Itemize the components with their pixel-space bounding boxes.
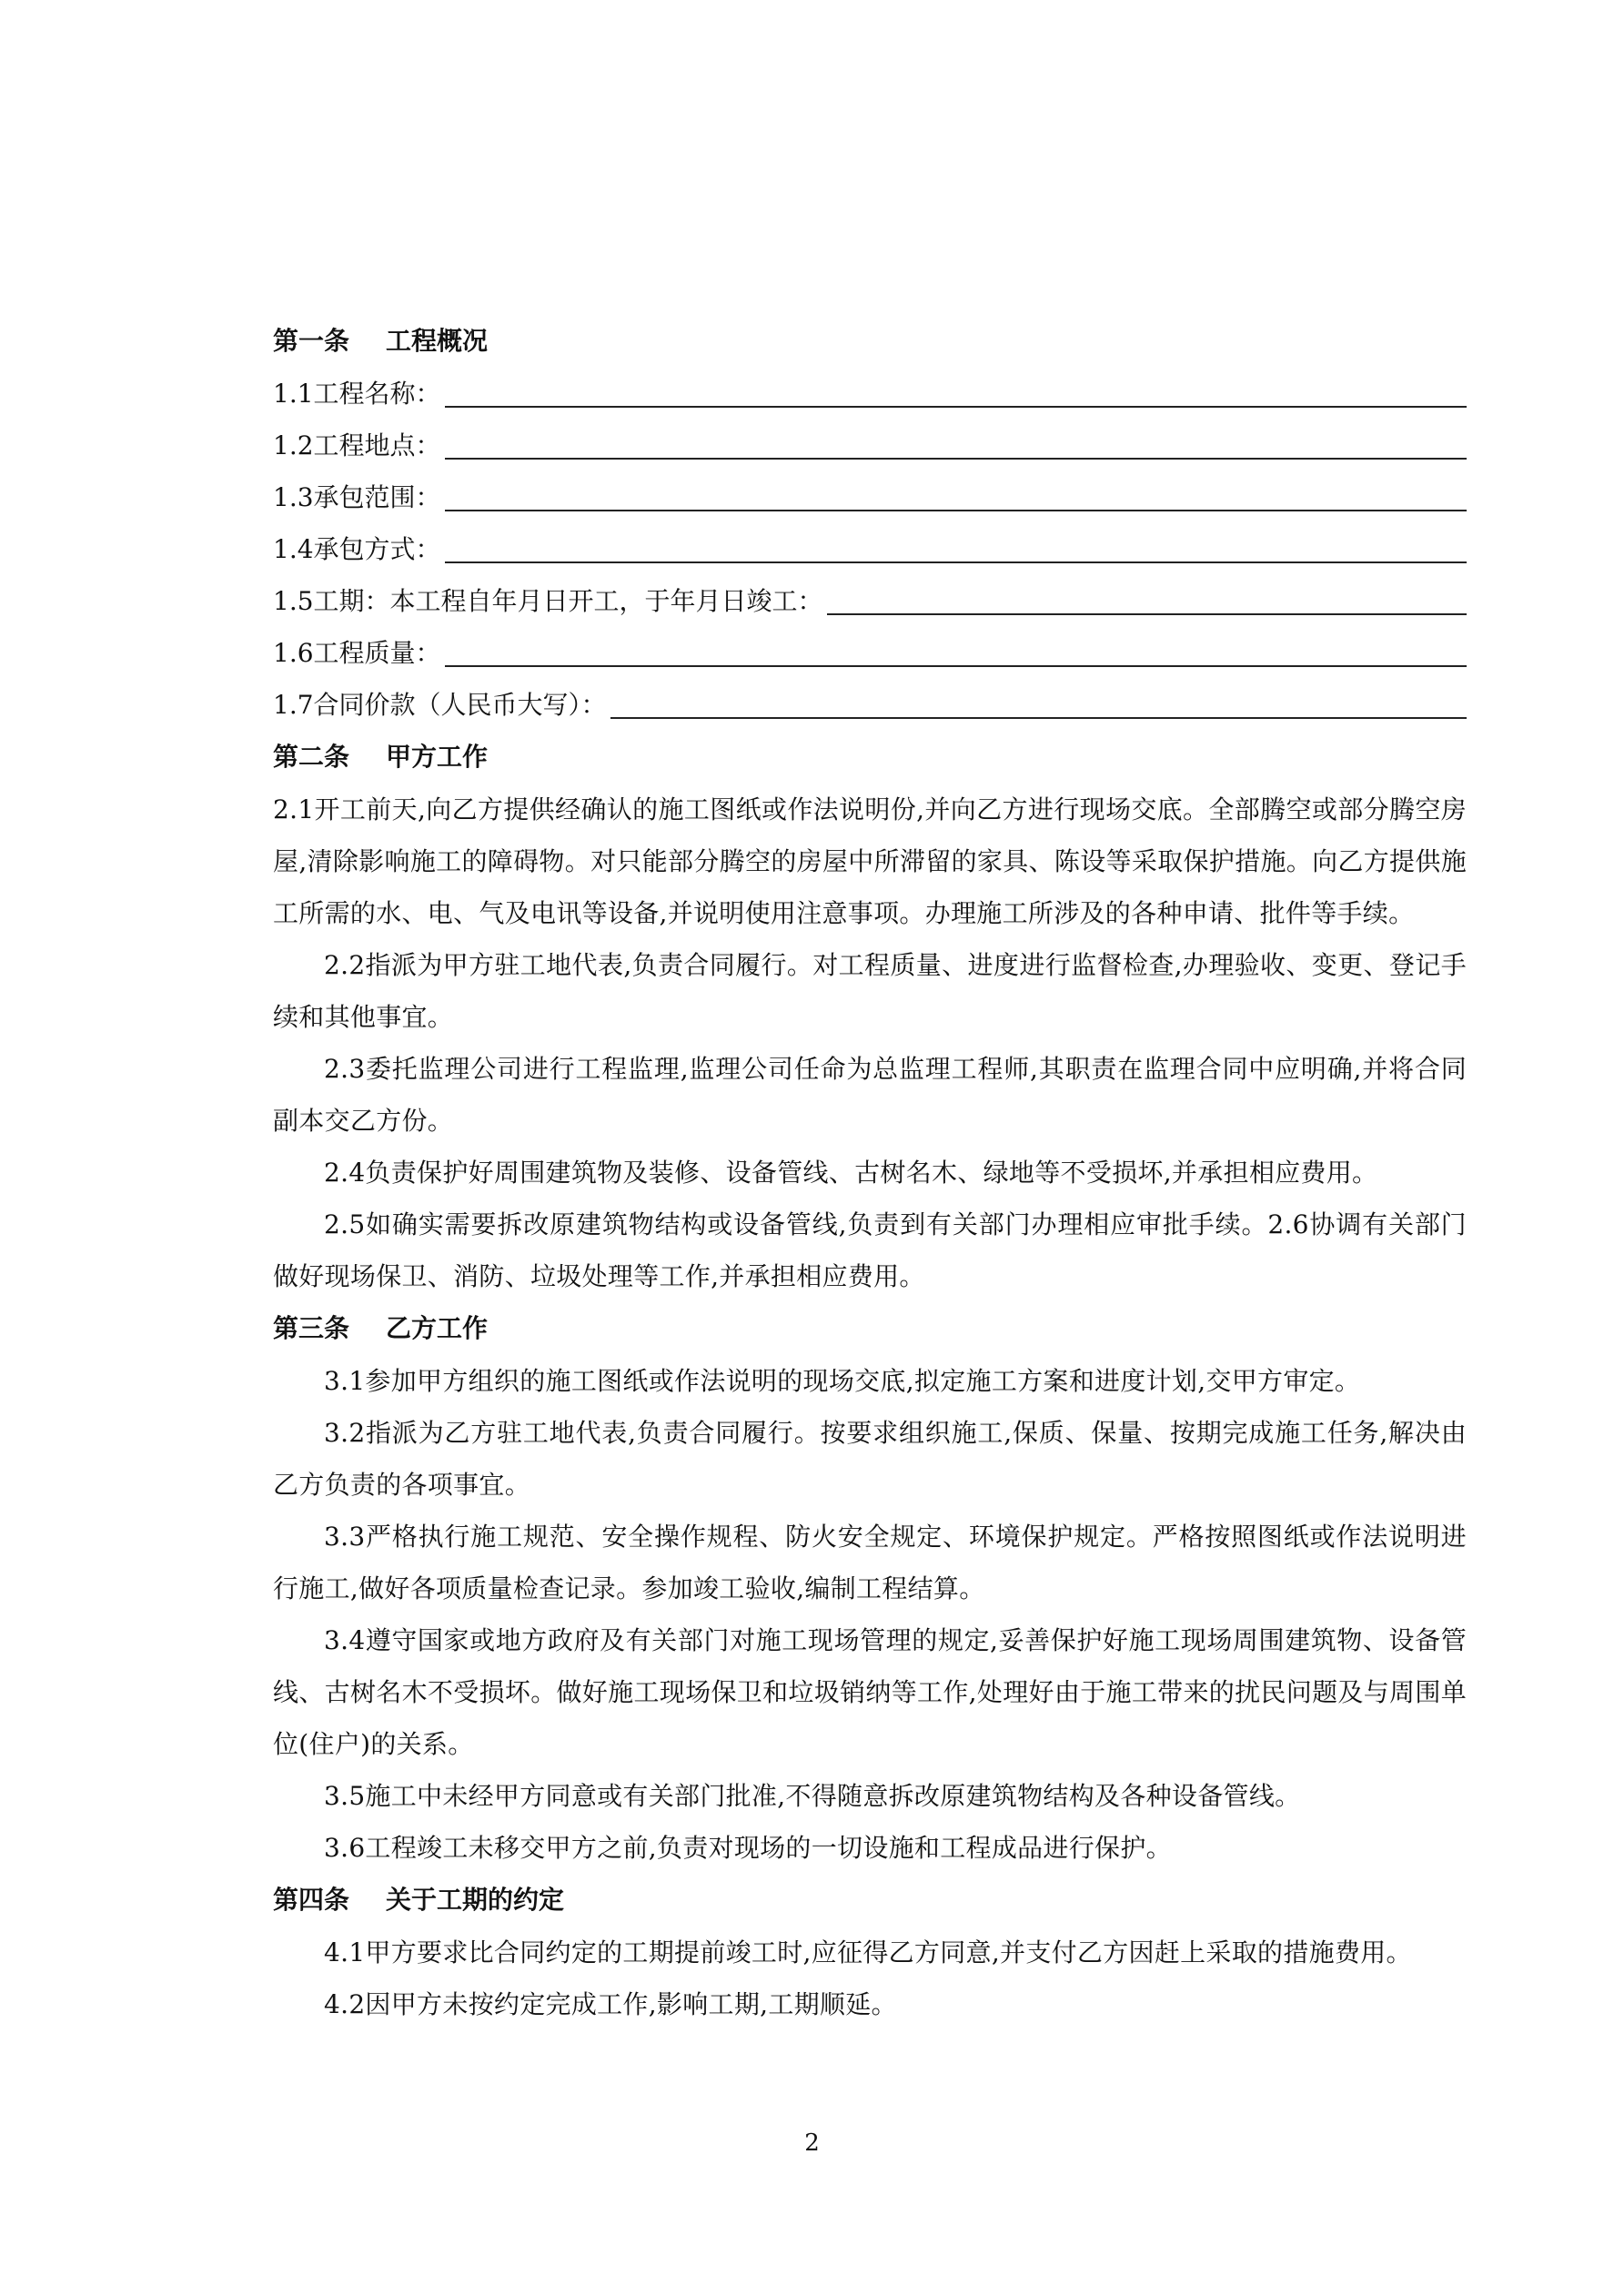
fill-in-line[interactable]	[445, 510, 1467, 511]
section-number: 第二条	[273, 742, 350, 772]
field-project-location	[273, 420, 1467, 471]
section-heading-4	[273, 1874, 1467, 1927]
clause-text: 2.4负责保护好周围建筑物及装修、设备管线、古树名木、绿地等不受损坏,并承担相应费用。	[324, 1158, 1378, 1188]
clause-text: 3.6工程竣工未移交甲方之前,负责对现场的一切设施和工程成品进行保护。	[324, 1833, 1172, 1863]
clause-3-3	[273, 1511, 1467, 1614]
section-title: 工程概况	[386, 326, 489, 356]
fill-in-line[interactable]	[610, 717, 1467, 719]
contract-body	[273, 315, 1467, 2030]
clause-3-6	[273, 1822, 1467, 1874]
section-heading-2	[273, 731, 1467, 784]
clause-text: 3.1参加甲方组织的施工图纸或作法说明的现场交底,拟定施工方案和进度计划,交甲方审定。	[324, 1366, 1361, 1396]
section-title: 关于工期的约定	[386, 1885, 565, 1915]
field-label: 1.5工期：本工程自年月日开工，于年月日竣工：	[273, 586, 823, 616]
section-number: 第三条	[273, 1313, 350, 1343]
field-label: 1.6工程质量：	[273, 638, 441, 668]
field-label: 1.2工程地点：	[273, 430, 441, 460]
clause-text: 2.5如确实需要拆改原建筑物结构或设备管线,负责到有关部门办理相应审批手续。2.6协调有关部门做好现场保卫、消防、垃圾处理等工作,并承担相应费用。	[273, 1209, 1467, 1291]
section-heading-3	[273, 1302, 1467, 1355]
field-label: 1.3承包范围：	[273, 482, 441, 512]
field-project-quality	[273, 627, 1467, 679]
fill-in-line[interactable]	[445, 665, 1467, 667]
clause-2-1	[273, 784, 1467, 939]
section-title: 乙方工作	[386, 1313, 489, 1343]
field-contract-method	[273, 523, 1467, 575]
clause-text: 3.3严格执行施工规范、安全操作规程、防火安全规定、环境保护规定。严格按照图纸或作法说明进行施工,做好各项质量检查记录。参加竣工验收,编制工程结算。	[273, 1522, 1467, 1603]
clause-4-2	[273, 1978, 1467, 2030]
clause-2-4	[273, 1147, 1467, 1199]
clause-text: 2.1开工前天,向乙方提供经确认的施工图纸或作法说明份,并向乙方进行现场交底。全部腾空或部分腾空房屋,清除影响施工的障碍物。对只能部分腾空的房屋中所滞留的家具、陈设等采取保护措施。向乙方提供施工所需的水、电、气及电讯等设备,并说明使用注意事项。办理施工所涉及的各种申请、批件等手续。	[273, 794, 1467, 928]
clause-3-1	[273, 1355, 1467, 1407]
clause-4-1	[273, 1927, 1467, 1978]
clause-3-4	[273, 1614, 1467, 1770]
field-construction-period	[273, 575, 1467, 627]
fill-in-line[interactable]	[445, 458, 1467, 460]
section-title: 甲方工作	[386, 742, 489, 772]
clause-2-3	[273, 1043, 1467, 1147]
fill-in-line[interactable]	[445, 406, 1467, 408]
field-contract-scope	[273, 471, 1467, 523]
clause-3-5	[273, 1770, 1467, 1822]
section-number: 第四条	[273, 1885, 350, 1915]
field-project-name	[273, 368, 1467, 420]
clause-text: 3.5施工中未经甲方同意或有关部门批准,不得随意拆改原建筑物结构及各种设备管线。	[324, 1781, 1301, 1811]
section-heading-1	[273, 315, 1467, 368]
fill-in-line[interactable]	[827, 613, 1467, 615]
clause-2-5	[273, 1199, 1467, 1302]
field-contract-price	[273, 679, 1467, 731]
section-number: 第一条	[273, 326, 350, 356]
clause-text: 4.1甲方要求比合同约定的工期提前竣工时,应征得乙方同意,并支付乙方因赶上采取的措施费用。	[324, 1937, 1412, 1967]
field-label: 1.7合同价款（人民币大写）：	[273, 690, 607, 720]
field-label: 1.4承包方式：	[273, 534, 441, 564]
clause-3-2	[273, 1407, 1467, 1511]
clause-text: 3.2指派为乙方驻工地代表,负责合同履行。按要求组织施工,保质、保量、按期完成施工任务,解决由乙方负责的各项事宜。	[273, 1418, 1467, 1500]
page-number: 2	[804, 2129, 820, 2157]
clause-text: 3.4遵守国家或地方政府及有关部门对施工现场管理的规定,妥善保护好施工现场周围建筑物、设备管线、古树名木不受损坏。做好施工现场保卫和垃圾销纳等工作,处理好由于施工带来的扰民问题及与周围单位(住户)的关系。	[273, 1625, 1467, 1759]
fill-in-line[interactable]	[445, 561, 1467, 563]
clause-2-2	[273, 939, 1467, 1043]
clause-text: 2.3委托监理公司进行工程监理,监理公司任命为总监理工程师,其职责在监理合同中应明确,并将合同副本交乙方份。	[273, 1054, 1467, 1136]
clause-text: 2.2指派为甲方驻工地代表,负责合同履行。对工程质量、进度进行监督检查,办理验收、变更、登记手续和其他事宜。	[273, 950, 1467, 1032]
field-label: 1.1工程名称：	[273, 379, 441, 409]
clause-text: 4.2因甲方未按约定完成工作,影响工期,工期顺延。	[324, 1989, 897, 2019]
